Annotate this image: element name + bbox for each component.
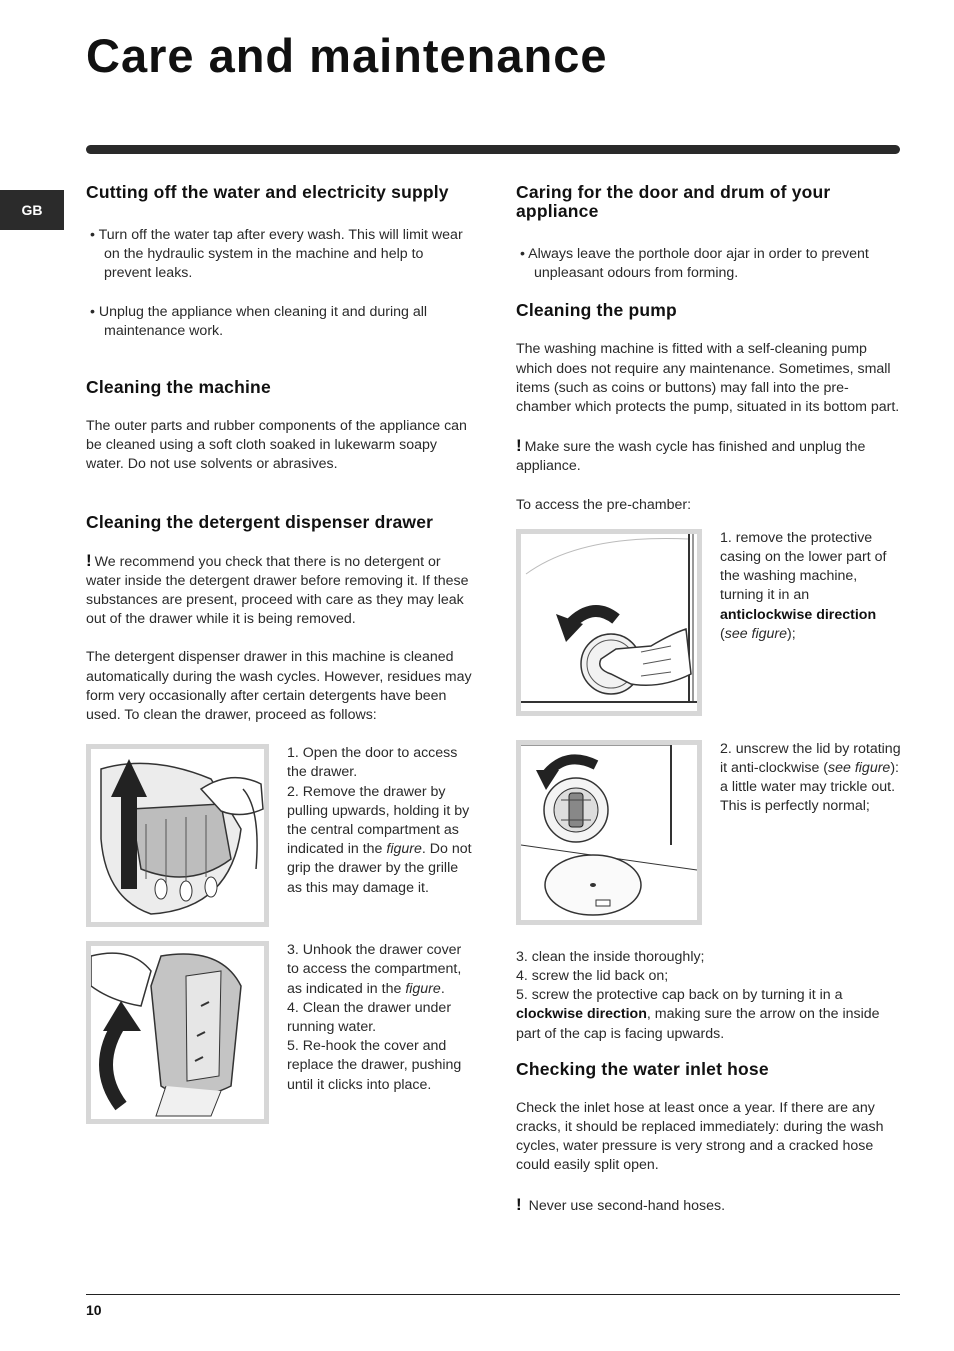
warning-icon: ! bbox=[516, 436, 522, 456]
pump-step-2: 2. unscrew the lid by rotating it anti-clockwise (see figure): a little water may trickle out. This is perfectly normal; bbox=[720, 740, 901, 815]
pump-step-4: 4. screw the lid back on; bbox=[516, 968, 669, 985]
cutoff-bullet-1: • Turn off the water tap after every wash. This will limit wear on the hydraulic system in the machine and help to prevent leaks. bbox=[90, 227, 463, 282]
page-number: 10 bbox=[86, 1302, 102, 1318]
drawer-step-4: 4. Clean the drawer under running water. bbox=[287, 999, 452, 1036]
drawer-cover-illustration bbox=[86, 941, 269, 1124]
drawer-step-row-1 bbox=[86, 744, 472, 927]
drawer-steps-1-2 bbox=[287, 744, 472, 898]
drawer-removal-illustration bbox=[86, 744, 269, 927]
drawer-warning-text: We recommend you check that there is no detergent or water inside the detergent drawer before removing it. If these substances are present, proceed with care as they may leak out of the drawer while it is being removed. bbox=[86, 553, 469, 628]
cutoff-bullet-2: • Unplug the appliance when cleaning it and during all maintenance work. bbox=[90, 303, 428, 339]
left-column bbox=[86, 183, 472, 1124]
drawer-step-2: 2. Remove the drawer by pulling upwards, holding it by the central compartment as indicated in the figure. Do not grip the drawer by the grille as this may damage it. bbox=[287, 783, 472, 896]
door-bullet: • Always leave the porthole door ajar in order to prevent unpleasant odours from forming. bbox=[520, 246, 869, 282]
warning-icon: ! bbox=[516, 1194, 522, 1214]
pump-step-5: 5. screw the protective cap back on by turning it in a clockwise direction, making sure the arrow on the inside part of the cap is facing upwards. bbox=[516, 987, 880, 1042]
pump-step-row-2 bbox=[516, 740, 902, 925]
pump-warning bbox=[516, 436, 902, 476]
drawer-steps-3-5 bbox=[287, 941, 472, 1095]
pump-step-3: 3. clean the inside thoroughly; bbox=[516, 948, 705, 965]
footer-divider bbox=[86, 1294, 900, 1295]
page-title: Care and maintenance bbox=[86, 29, 608, 82]
drawer-step-row-2 bbox=[86, 941, 472, 1124]
pump-warning-text: Make sure the wash cycle has finished and unplug the appliance. bbox=[516, 439, 866, 475]
warning-icon: ! bbox=[86, 550, 92, 570]
section-heading-pump: Cleaning the pump bbox=[516, 300, 677, 321]
hose-warning-text: Never use second-hand hoses. bbox=[528, 1197, 726, 1214]
section-heading-hose: Checking the water inlet hose bbox=[516, 1058, 769, 1079]
drawer-warning bbox=[86, 551, 472, 630]
pump-casing-illustration bbox=[516, 529, 702, 716]
drawer-intro: The detergent dispenser drawer in this machine is cleaned automatically during the wash cycles. However, residues may form very occasionally after certain detergents have been used. To clean the drawer, proceed as follows: bbox=[86, 649, 472, 724]
hose-text: Check the inlet hose at least once a year. If there are any cracks, it should be replaced immediately: during the wash cycles, water pressure is very strong and a cracked hose could easily split open. bbox=[516, 1099, 884, 1174]
section-heading-machine: Cleaning the machine bbox=[86, 377, 271, 398]
section-heading-cutoff: Cutting off the water and electricity supply bbox=[86, 182, 449, 202]
pump-step-1-text bbox=[720, 529, 902, 644]
hose-warning bbox=[516, 1195, 902, 1216]
title-divider bbox=[86, 145, 900, 154]
pump-step-2-text bbox=[720, 740, 902, 817]
language-tab: GB bbox=[0, 190, 64, 230]
right-column bbox=[516, 183, 902, 1216]
pump-text: The washing machine is fitted with a self-cleaning pump which does not require any maintenance. Sometimes, small items (such as coins or buttons) may fall into the pre-chamber which protects the pump, situated in its bottom part. bbox=[516, 341, 900, 416]
section-heading-drawer: Cleaning the detergent dispenser drawer bbox=[86, 511, 434, 532]
pump-lid-illustration bbox=[516, 740, 702, 925]
pump-step-row-1 bbox=[516, 529, 902, 716]
drawer-step-5: 5. Re-hook the cover and replace the drawer, pushing until it clicks into place. bbox=[287, 1038, 462, 1093]
machine-text: The outer parts and rubber components of the appliance can be cleaned using a soft cloth soaked in lukewarm soapy water. Do not use solvents or abrasives. bbox=[86, 418, 467, 473]
pump-access-text: To access the pre-chamber: bbox=[516, 496, 692, 513]
pump-step-1: 1. remove the protective casing on the lower part of the washing machine, turning it in an anticlockwise direction (see figure); bbox=[720, 529, 887, 642]
drawer-step-3: 3. Unhook the drawer cover to access the compartment, as indicated in the figure. bbox=[287, 942, 462, 997]
section-heading-door: Caring for the door and drum of your appliance bbox=[516, 182, 831, 221]
drawer-step-1: 1. Open the door to access the drawer. bbox=[287, 745, 458, 781]
